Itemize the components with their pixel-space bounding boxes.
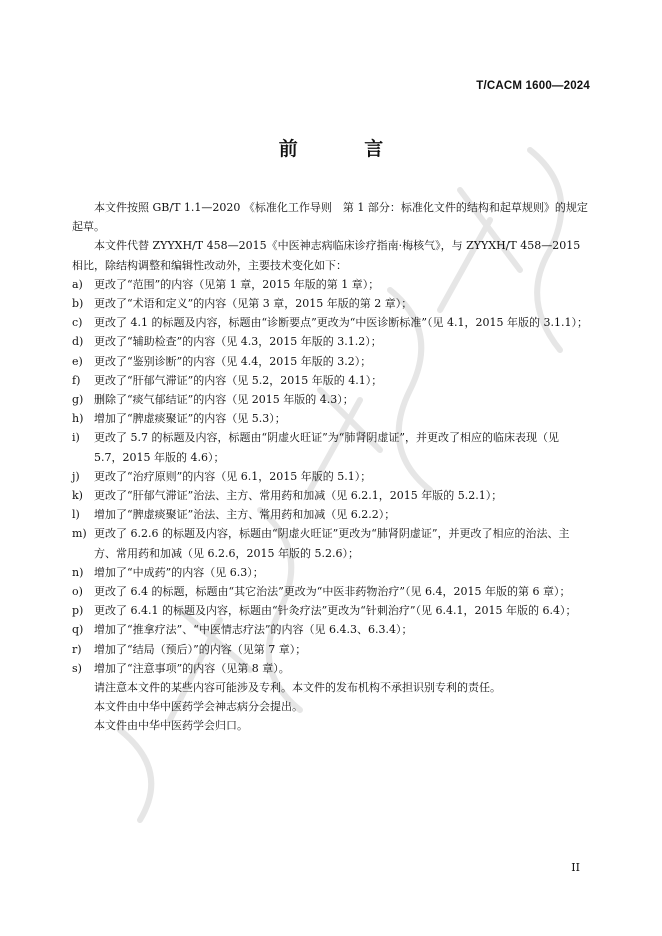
change-item-marker: q) <box>72 623 84 637</box>
change-item-marker: n) <box>72 565 84 579</box>
change-item-text: 更改了“肝郁气滞证”的内容（见 5.2，2015 年版的 4.1）； <box>94 373 383 387</box>
page-title: 前 言 <box>278 138 414 160</box>
change-item-marker: k) <box>72 489 83 503</box>
intro-paragraph-1: 本文件按照 GB/T 1.1—2020 《标准化工作导则 第 1 部分：标准化文件的结构和起草规则》的规定起草。 <box>72 201 588 234</box>
change-item-marker: h) <box>72 412 84 426</box>
change-item <box>72 582 590 601</box>
change-item-marker: o) <box>72 585 83 599</box>
change-item <box>72 352 590 371</box>
change-item <box>72 659 590 678</box>
change-item-text: 更改了“术语和定义”的内容（见第 3 章，2015 年版的第 2 章）； <box>94 297 413 311</box>
change-item-marker: j) <box>72 469 80 483</box>
change-item-text: 增加了“脾虚痰聚证”治法、主方、常用药和加减（见 6.2.2）； <box>94 508 396 522</box>
change-item-text: 更改了“肝郁气滞证”治法、主方、常用药和加减（见 6.2.1，2015 年版的 5.2.1）； <box>94 489 503 503</box>
change-item-marker: r) <box>72 642 82 656</box>
change-item <box>72 640 590 659</box>
change-item-marker: m) <box>72 527 87 541</box>
change-item-text: 增加了“脾虚痰聚证”的内容（见 5.3）； <box>94 412 286 426</box>
change-item-text: 增加了“结局（预后）”的内容（见第 7 章）； <box>94 642 307 656</box>
change-item-text: 更改了“治疗原则”的内容（见 6.1，2015 年版的 5.1）； <box>94 469 372 483</box>
patent-notice: 请注意本文件的某些内容可能涉及专利。本文件的发布机构不承担识别专利的责任。 <box>94 681 501 695</box>
change-item-marker: s) <box>72 661 82 675</box>
change-item <box>72 428 590 466</box>
centralized-unit-statement: 本文件由中华中医药学会归口。 <box>94 719 248 733</box>
change-item-marker: i) <box>72 431 80 445</box>
change-item-text: 增加了“中成药”的内容（见 6.3）； <box>94 565 264 579</box>
change-item <box>72 313 590 332</box>
change-item-text: 更改了 6.4 的标题，标题由“其它治法”更改为“中医非药物治疗”（见 6.4，2015 年版的第 6 章）； <box>94 585 571 599</box>
change-item <box>72 505 590 524</box>
change-item-text: 更改了“鉴别诊断”的内容（见 4.4，2015 年版的 3.2）； <box>94 354 372 368</box>
change-item <box>72 620 590 639</box>
change-item-text: 增加了“推拿疗法”、“中医情志疗法”的内容（见 6.4.3、6.3.4）； <box>94 623 413 637</box>
change-item <box>72 601 590 620</box>
intro-paragraph-2: 本文件代替 ZYYXH/T 458—2015《中医神志病临床诊疗指南·梅核气》，与 ZYYXH/T 458—2015 相比，除结构调整和编辑性改动外，主要技术变化如下： <box>72 239 581 272</box>
change-item <box>72 563 590 582</box>
change-item <box>72 294 590 313</box>
change-item-marker: e) <box>72 354 83 368</box>
change-item <box>72 467 590 486</box>
change-item-text: 更改了“范围”的内容（见第 1 章，2015 年版的第 1 章）； <box>94 277 380 291</box>
proposer-statement: 本文件由中华中医药学会神志病分会提出。 <box>94 700 303 714</box>
change-item-marker: b) <box>72 297 84 311</box>
change-item-marker: f) <box>72 373 81 387</box>
change-item <box>72 409 590 428</box>
change-item-text: 删除了“痰气郁结证”的内容（见 2015 年版的 4.3）； <box>94 393 354 407</box>
change-item-text: 更改了 4.1 的标题及内容，标题由“诊断要点”更改为“中医诊断标准”（见 4.1，2015 年版的 3.1.1）； <box>94 316 588 330</box>
standard-number: T/CACM 1600—2024 <box>476 80 590 92</box>
change-item-marker: g) <box>72 393 84 407</box>
change-item-text: 更改了“辅助检查”的内容（见 4.3，2015 年版的 3.1.2）； <box>94 335 382 349</box>
change-item <box>72 371 590 390</box>
foreword-body <box>72 198 590 736</box>
technical-changes-list <box>72 275 590 678</box>
change-item-marker: l) <box>72 508 80 522</box>
change-item <box>72 486 590 505</box>
change-item-text: 更改了 6.4.1 的标题及内容，标题由“针灸疗法”更改为“针刺治疗”（见 6.4.1，2015 年版的 6.4）； <box>94 604 577 618</box>
change-item-marker: p) <box>72 604 84 618</box>
change-item-marker: d) <box>72 335 84 349</box>
change-item <box>72 524 590 562</box>
change-item-marker: a) <box>72 277 83 291</box>
change-item-text: 更改了 5.7 的标题及内容，标题由“阴虚火旺证”为“肺肾阴虚证”，并更改了相应的临床表现（见 5.7，2015 年版的 4.6）； <box>94 431 559 464</box>
page-number: II <box>571 861 580 874</box>
change-item <box>72 390 590 409</box>
change-item-text: 增加了“注意事项”的内容（见第 8 章）。 <box>94 661 290 675</box>
change-item-marker: c) <box>72 316 83 330</box>
change-item <box>72 332 590 351</box>
change-item <box>72 275 590 294</box>
change-item-text: 更改了 6.2.6 的标题及内容，标题由“阴虚火旺证”更改为“肺肾阴虚证”，并更改了相应的治法、主方、常用药和加减（见 6.2.6，2015 年版的 5.2.6）； <box>94 527 570 560</box>
